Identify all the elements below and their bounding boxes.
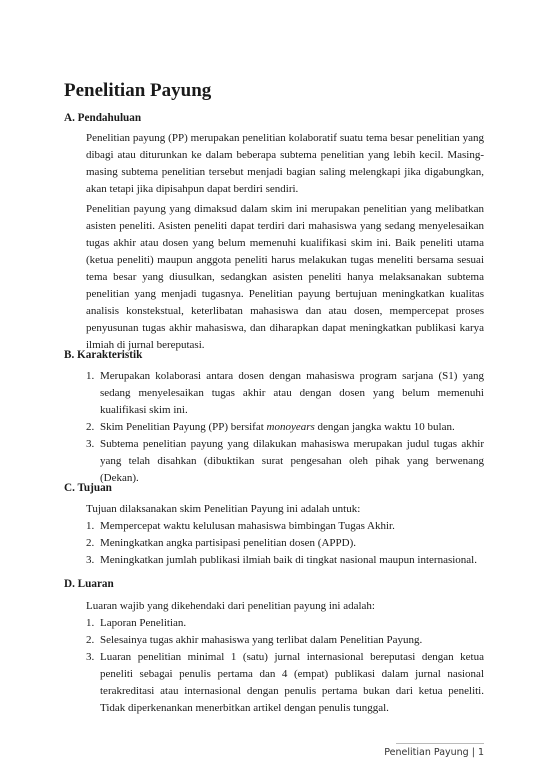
list-item-text: Subtema penelitian payung yang dilakukan mahasiswa merupakan judul tugas akhir yang telah disahkan (dibuktikan surat pengesahan oleh pihak yang berwenang (Dekan). [100,438,484,484]
list-item [86,615,484,632]
list-item-number: 1. [86,520,95,532]
list-item-text: Merupakan kolaborasi antara dosen dengan mahasiswa program sarjana (S1) yang sedang menyelesaikan tugas akhir atau dengan dosen yang belum memenuhi kualifikasi skim ini. [100,370,484,416]
list-item-text: Selesainya tugas akhir mahasiswa yang terlibat dalam Penelitian Payung. [100,634,423,646]
list-item [86,535,484,552]
section-a-paragraph-2: Penelitian payung yang dimaksud dalam skim ini merupakan penelitian yang melibatkan asisten peneliti. Asisten peneliti dapat terdiri dari mahasiswa yang sedang menyelesaikan tugas akhir atau dosen yang belum memenuhi kualifikasi skim ini. Baik peneliti utama (ketua peneliti) maupun anggota peneliti harus melakukan tugas meneliti bersama sesuai tema besar yang diusulkan, sedangkan asisten peneliti hanya melaksanakan subtema penelitian yang menjadi tugasnya. Penelitian payung bertujuan meningkatkan kualitas analisis konstekstual, keterlibatan mahasiswa dan atau dosen, mempercepat proses penyusunan tugas akhir mahasiswa, dan diharapkan dapat meningkatkan publikasi karya ilmiah di jurnal bereputasi. [86,203,484,351]
list-item-number: 2. [86,634,95,646]
list-item-number: 3. [86,438,95,450]
list-item-number: 3. [86,651,95,663]
list-item-text: Skim Penelitian Payung (PP) bersifat [100,421,267,433]
list-item-number: 2. [86,537,95,549]
footer-divider [396,743,484,744]
list-item [86,368,484,419]
list-item [86,632,484,649]
list-item-text: Meningkatkan jumlah publikasi ilmiah baik di tingkat nasional maupun internasional. [100,554,477,566]
list-item-number: 1. [86,370,95,382]
section-b-list [86,368,484,487]
list-item-number: 2. [86,421,95,433]
section-d-list [86,615,484,717]
list-item [86,649,484,717]
list-item [86,419,484,436]
page-title: Penelitian Payung [64,80,212,101]
section-b-heading: B. Karakteristik [64,349,143,361]
list-item [86,518,484,535]
list-item-number: 1. [86,617,95,629]
section-c-list [86,518,484,569]
list-item-number: 3. [86,554,95,566]
list-item [86,436,484,487]
list-item-text: Mempercepat waktu kelulusan mahasiswa bimbingan Tugas Akhir. [100,520,395,532]
list-item-emphasis: monoyears [266,421,315,433]
section-c-heading: C. Tujuan [64,482,112,494]
list-item-text: Luaran penelitian minimal 1 (satu) jurnal internasional bereputasi dengan ketua peneliti sebagai penulis pertama dan 4 (empat) publikasi dalam jurnal nasional terakreditasi atau internasional dengan penulis pertama bukan dari ketua peneliti. Tidak diperkenankan menerbitkan artikel dengan penulis tunggal. [100,651,484,714]
list-item-text: dengan jangka waktu 10 bulan. [314,421,455,433]
section-a-paragraph-1: Penelitian payung (PP) merupakan penelitian kolaboratif suatu tema besar penelitian yang dibagi atau diturunkan ke dalam beberapa subtema penelitian yang lebih kecil. Masing-masing subtema penelitian tersebut menjadi bagian saling melengkapi jika digabungkan, akan tetapi jika dipisahpun dapat berdiri sendiri. [86,132,484,195]
list-item-text: Laporan Penelitian. [100,617,187,629]
section-d-heading: D. Luaran [64,578,114,590]
section-d-intro: Luaran wajib yang dikehendaki dari penelitian payung ini adalah: [86,600,375,612]
page-footer: Penelitian Payung | 1 [384,747,484,758]
section-c-intro: Tujuan dilaksanakan skim Penelitian Payung ini adalah untuk: [86,503,361,515]
list-item-text: Meningkatkan angka partisipasi penelitian dosen (APPD). [100,537,357,549]
section-a-heading: A. Pendahuluan [64,112,142,124]
list-item [86,552,484,569]
